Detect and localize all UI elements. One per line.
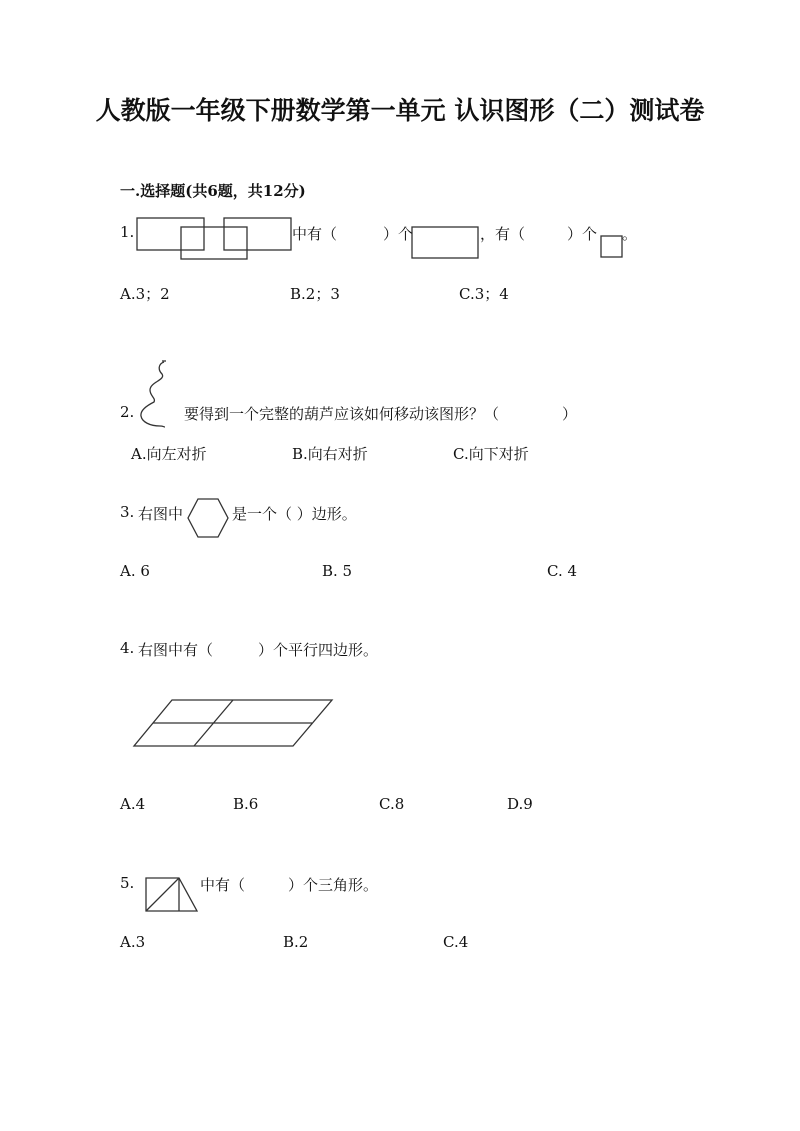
option-a[interactable]: A.3；2 xyxy=(120,285,170,303)
question-text: 中有（ xyxy=(200,876,246,894)
option-b[interactable]: B.6 xyxy=(233,795,259,813)
question-text: 中有（ xyxy=(292,225,338,243)
option-b[interactable]: B.2；3 xyxy=(290,285,340,303)
option-b[interactable]: B. 5 xyxy=(322,562,353,580)
option-a[interactable]: A.向左对折 xyxy=(131,445,207,463)
option-a[interactable]: A.4 xyxy=(120,795,146,813)
question-text: ） xyxy=(562,405,578,423)
question-number: 2. xyxy=(120,403,135,421)
question-text: 要得到一个完整的葫芦应该如何移动该图形？（ xyxy=(184,405,500,423)
option-c[interactable]: C.4 xyxy=(443,933,469,951)
question-text: 。 xyxy=(622,225,638,243)
option-b[interactable]: B.向右对折 xyxy=(292,445,368,463)
question-text: ）个 xyxy=(383,225,414,243)
question-text: ）个平行四边形。 xyxy=(258,641,379,659)
question-number: 3. xyxy=(120,503,135,521)
question-number: 4. xyxy=(120,639,135,657)
question-number: 1. xyxy=(120,223,135,241)
question-text: 右图中有（ xyxy=(138,641,214,659)
question-text: 是一个（ ）边形。 xyxy=(232,505,357,523)
question-text: 右图中 xyxy=(138,505,184,523)
option-a[interactable]: A.3 xyxy=(120,933,146,951)
question-text: ）个三角形。 xyxy=(288,876,379,894)
option-b[interactable]: B.2 xyxy=(283,933,309,951)
option-d[interactable]: D.9 xyxy=(507,795,533,813)
question-text: ）个 xyxy=(567,225,598,243)
question-number: 5. xyxy=(120,874,135,892)
option-c[interactable]: C.3；4 xyxy=(459,285,509,303)
page-title: 人教版一年级下册数学第一单元 认识图形（二）测试卷 xyxy=(95,96,705,125)
option-c[interactable]: C.向下对折 xyxy=(453,445,529,463)
option-a[interactable]: A. 6 xyxy=(120,562,150,580)
option-c[interactable]: C.8 xyxy=(379,795,405,813)
option-c[interactable]: C. 4 xyxy=(547,562,578,580)
question-text: ，有（ xyxy=(480,225,526,243)
section-heading: 一.选择题(共6题，共12分) xyxy=(120,182,306,200)
